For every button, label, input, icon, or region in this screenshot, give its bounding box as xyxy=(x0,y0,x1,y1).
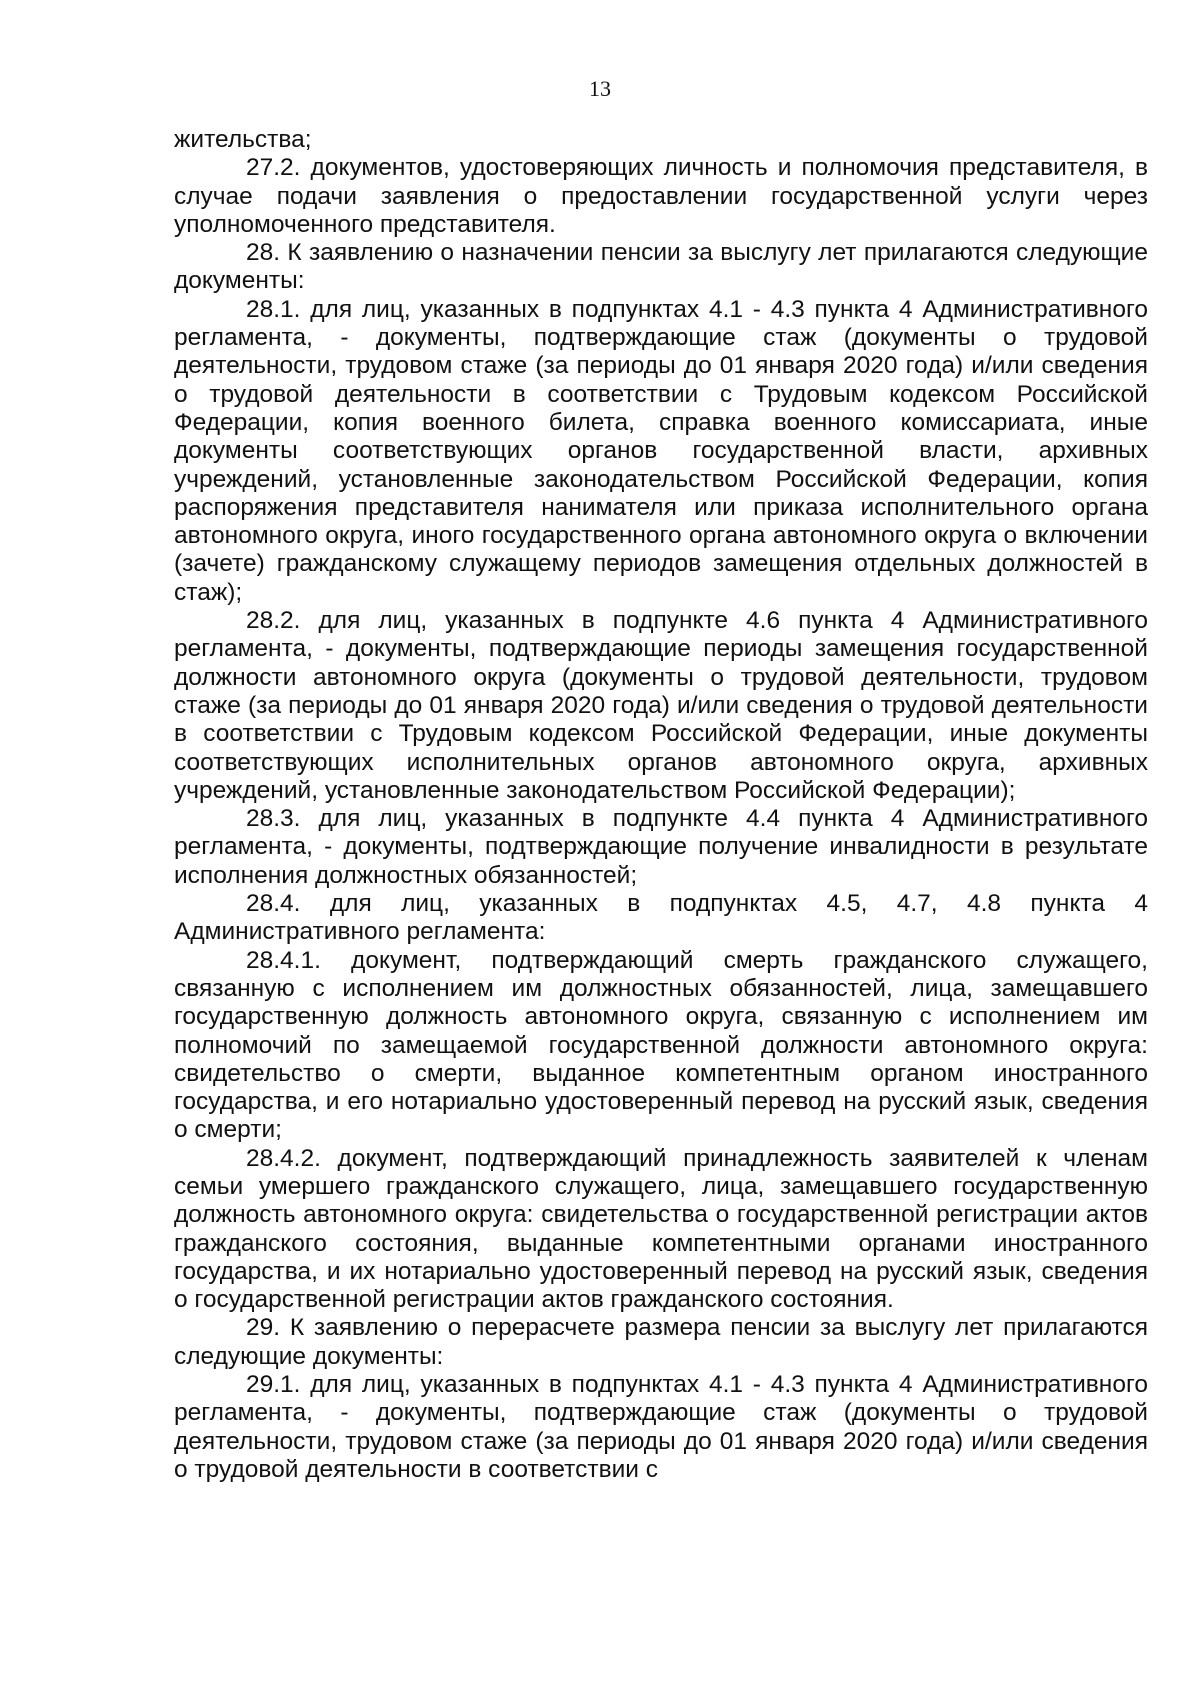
paragraph: 28.4. для лиц, указанных в подпунктах 4.5, 4.7, 4.8 пункта 4 Административного регламента: xyxy=(174,890,1148,946)
paragraph: 28.2. для лиц, указанных в подпункте 4.6 пункта 4 Административного регламента, - документы, подтверждающие периоды замещения государственной должности автономного округа (документы о трудовой деятельности, трудовом стаже (за периоды до 01 января 2020 года) и/или сведения о трудовой деятельности в соответствии с Трудовым кодексом Российской Федерации, иные документы соответствующих исполнительных органов автономного округа, архивных учреждений, установленные законодательством Российской Федерации); xyxy=(174,607,1148,804)
paragraph: 28.1. для лиц, указанных в подпунктах 4.1 - 4.3 пункта 4 Административного регламента, - документы, подтверждающие стаж (документы о трудовой деятельности, трудовом стаже (за периоды до 01 января 2020 года) и/или сведения о трудовой деятельности в соответствии с Трудовым кодексом Российской Федерации, копия военного билета, справка военного комиссариата, иные документы соответствующих органов государственной власти, архивных учреждений, установленные законодательством Российской Федерации, копия распоряжения представителя нанимателя или приказа исполнительного органа автономного округа, иного государственного органа автономного округа о включении (зачете) гражданскому служащему периодов замещения отдельных должностей в стаж); xyxy=(174,295,1148,606)
paragraph: 27.2. документов, удостоверяющих личность и полномочия представителя, в случае подачи заявления о предоставлении государственной услуги через уполномоченного представителя. xyxy=(174,154,1148,238)
paragraph: 29. К заявлению о перерасчете размера пенсии за выслугу лет прилагаются следующие документы: xyxy=(174,1314,1148,1370)
paragraph: жительства; xyxy=(174,126,312,153)
paragraph: 28.4.1. документ, подтверждающий смерть гражданского служащего, связанную с исполнением им должностных обязанностей, лица, замещавшего государственную должность автономного округа, связанную с исполнением им полномочий по замещаемой государственной должности автономного округа: свидетельство о смерти, выданное компетентным органом иностранного государства, и его нотариально удостоверенный перевод на русский язык, сведения о смерти; xyxy=(174,946,1148,1144)
document-body xyxy=(174,126,1148,1484)
paragraph: 28.3. для лиц, указанных в подпункте 4.4 пункта 4 Административного регламента, - документы, подтверждающие получение инвалидности в результате исполнения должностных обязанностей; xyxy=(174,805,1148,889)
paragraph: 28. К заявлению о назначении пенсии за выслугу лет прилагаются следующие документы: xyxy=(174,239,1148,295)
paragraph: 29.1. для лиц, указанных в подпунктах 4.1 - 4.3 пункта 4 Административного регламента, - документы, подтверждающие стаж (документы о трудовой деятельности, трудовом стаже (за периоды до 01 января 2020 года) и/или сведения о трудовой деятельности в соответствии с xyxy=(174,1371,1148,1483)
paragraph: 28.4.2. документ, подтверждающий принадлежность заявителей к членам семьи умершего гражданского служащего, лица, замещавшего государственную должность автономного округа: свидетельства о государственной регистрации актов гражданского состояния, выданные компетентными органами иностранного государства, и их нотариально удостоверенный перевод на русский язык, сведения о государственной регистрации актов гражданского состояния. xyxy=(174,1144,1148,1314)
page-number: 13 xyxy=(589,76,611,101)
